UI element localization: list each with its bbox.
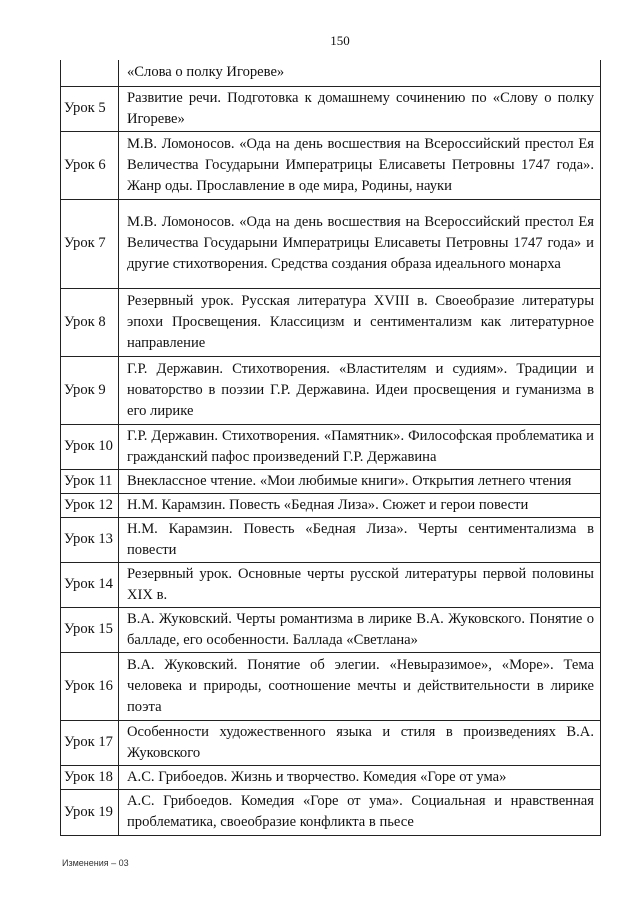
lesson-label: Урок 9 xyxy=(61,356,119,424)
lesson-label xyxy=(61,60,119,86)
table-row xyxy=(61,789,601,835)
lesson-label: Урок 12 xyxy=(61,493,119,517)
table-row xyxy=(61,199,601,288)
lesson-content: М.В. Ломоносов. «Ода на день восшествия на Всероссийский престол Ея Величества Государыни Императрицы Елисаветы Петровны 1747 года» и другие стихотворения. Средства создания образа идеального монарха xyxy=(119,199,601,288)
lesson-label: Урок 14 xyxy=(61,562,119,607)
lesson-label: Урок 11 xyxy=(61,469,119,493)
lesson-content: В.А. Жуковский. Понятие об элегии. «Невыразимое», «Море». Тема человека и природы, соотношение мечты и действительности в лирике поэта xyxy=(119,652,601,720)
footer-revision-note: Изменения – 03 xyxy=(62,858,129,868)
table-row xyxy=(61,765,601,789)
table-row xyxy=(61,60,601,86)
table-row xyxy=(61,607,601,652)
table-row xyxy=(61,652,601,720)
lesson-label: Урок 7 xyxy=(61,199,119,288)
lesson-content: Внеклассное чтение. «Мои любимые книги». Открытия летнего чтения xyxy=(119,469,601,493)
lesson-content: М.В. Ломоносов. «Ода на день восшествия на Всероссийский престол Ея Величества Государыни Императрицы Елисаветы Петровны 1747 года». Жанр оды. Прославление в оде мира, Родины, науки xyxy=(119,131,601,199)
table-row xyxy=(61,288,601,356)
lesson-content: А.С. Грибоедов. Жизнь и творчество. Комедия «Горе от ума» xyxy=(119,765,601,789)
table-row xyxy=(61,356,601,424)
lesson-label: Урок 17 xyxy=(61,720,119,765)
lesson-content: Развитие речи. Подготовка к домашнему сочинению по «Слову о полку Игореве» xyxy=(119,86,601,131)
lesson-content: В.А. Жуковский. Черты романтизма в лирике В.А. Жуковского. Понятие о балладе, его особенности. Баллада «Светлана» xyxy=(119,607,601,652)
lesson-content: А.С. Грибоедов. Комедия «Горе от ума». Социальная и нравственная проблематика, своеобразие конфликта в пьесе xyxy=(119,789,601,835)
lesson-content: Г.Р. Державин. Стихотворения. «Властителям и судиям». Традиции и новаторство в поэзии Г.Р. Державина. Идеи просвещения и гуманизма в его лирике xyxy=(119,356,601,424)
lesson-label: Урок 19 xyxy=(61,789,119,835)
lesson-label: Урок 8 xyxy=(61,288,119,356)
lesson-content: «Слова о полку Игореве» xyxy=(119,60,601,86)
table-row xyxy=(61,131,601,199)
lesson-label: Урок 5 xyxy=(61,86,119,131)
lesson-plan-table xyxy=(60,60,601,836)
table-row xyxy=(61,424,601,469)
page-number: 150 xyxy=(330,33,350,48)
lesson-label: Урок 18 xyxy=(61,765,119,789)
lesson-content: Н.М. Карамзин. Повесть «Бедная Лиза». Черты сентиментализма в повести xyxy=(119,517,601,562)
lesson-label: Урок 6 xyxy=(61,131,119,199)
lesson-label: Урок 13 xyxy=(61,517,119,562)
lesson-content: Резервный урок. Основные черты русской литературы первой половины XIX в. xyxy=(119,562,601,607)
lesson-label: Урок 10 xyxy=(61,424,119,469)
table-row xyxy=(61,86,601,131)
lesson-label: Урок 16 xyxy=(61,652,119,720)
table-row xyxy=(61,469,601,493)
table-row xyxy=(61,720,601,765)
lesson-content: Резервный урок. Русская литература XVIII в. Своеобразие литературы эпохи Просвещения. Классицизм и сентиментализм как литературное направление xyxy=(119,288,601,356)
lesson-content: Г.Р. Державин. Стихотворения. «Памятник». Философская проблематика и гражданский пафос произведений Г.Р. Державина xyxy=(119,424,601,469)
lesson-content: Н.М. Карамзин. Повесть «Бедная Лиза». Сюжет и герои повести xyxy=(119,493,601,517)
table-row xyxy=(61,517,601,562)
table-row xyxy=(61,493,601,517)
lesson-content: Особенности художественного языка и стиля в произведениях В.А. Жуковского xyxy=(119,720,601,765)
table-row xyxy=(61,562,601,607)
lesson-label: Урок 15 xyxy=(61,607,119,652)
